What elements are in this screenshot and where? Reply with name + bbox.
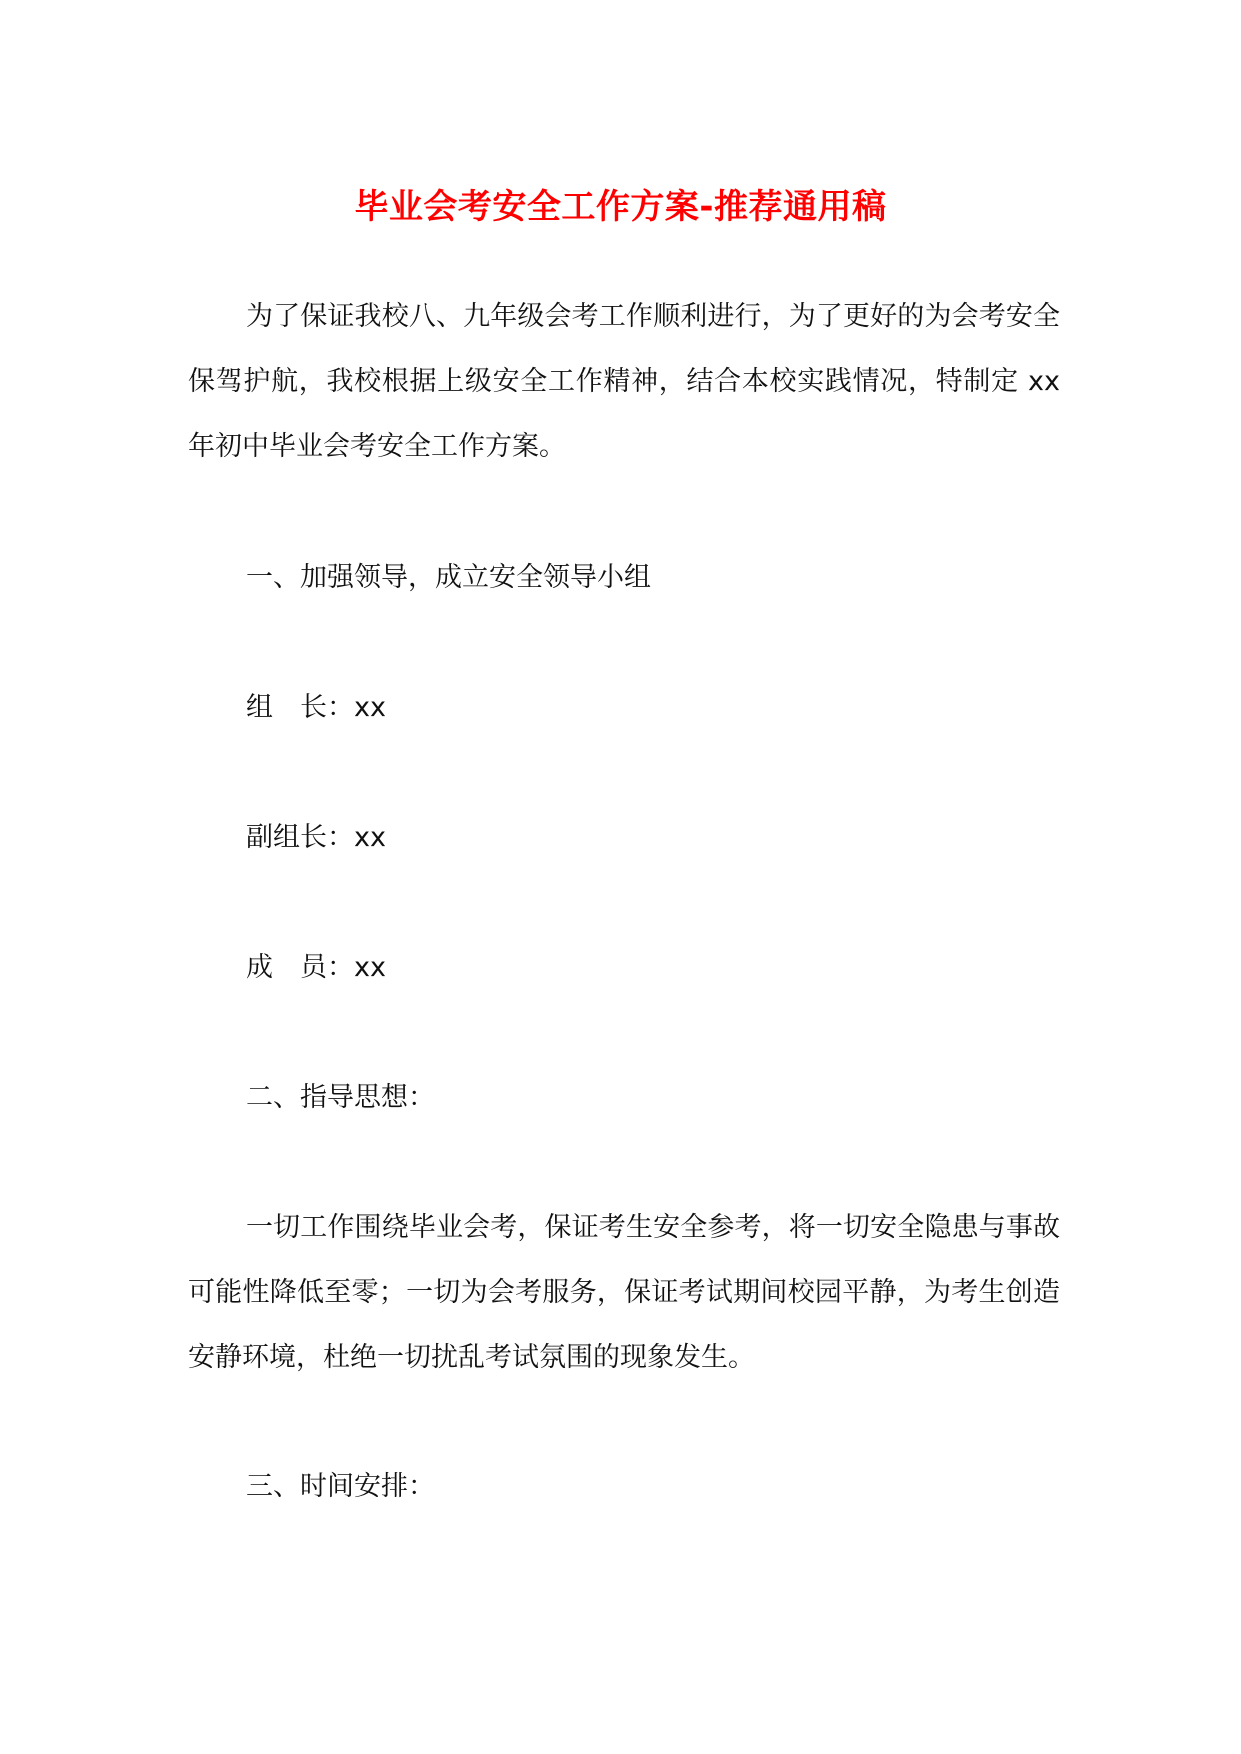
intro-paragraph: 为了保证我校八、九年级会考工作顺利进行，为了更好的为会考安全保驾护航，我校根据上级安全工作精神，结合本校实践情况，特制定 xx 年初中毕业会考安全工作方案。 xyxy=(188,301,1060,462)
section-heading-schedule: 三、时间安排： xyxy=(246,1471,435,1502)
guiding-ideology-paragraph: 一切工作围绕毕业会考，保证考生安全参考，将一切安全隐患与事故可能性降低至零；一切为会考服务，保证考试期间校园平静，为考生创造安静环境，杜绝一切扰乱考试氛围的现象发生。 xyxy=(188,1212,1060,1373)
team-leader-line: 组 长：xx xyxy=(246,692,386,723)
members-line: 成 员：xx xyxy=(246,952,386,983)
document-title: 毕业会考安全工作方案-推荐通用稿 xyxy=(354,186,887,227)
deputy-leader-line: 副组长：xx xyxy=(246,822,386,853)
section-heading-leadership: 一、加强领导，成立安全领导小组 xyxy=(246,562,651,593)
section-heading-guiding-ideology: 二、指导思想： xyxy=(246,1082,435,1113)
